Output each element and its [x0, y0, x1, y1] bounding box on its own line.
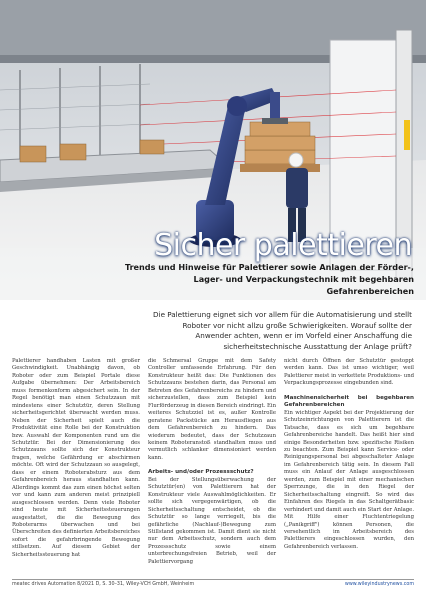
- footer-citation: meatec drives Automation 8/2021 D, S. 30–31, Wiley-VCH GmbH, Weinheim: [12, 582, 195, 587]
- article-lead: Die Palettierung eignet sich vor allem für die Automatisierung und stellt Roboter vor nicht allzu große Schwierigkeiten. Worauf sollte der Anwender achten, wenn er im Vorfeld einer Anschaffung die sicherheitstechnische Ausstattung der Anlage prüft?: [153, 310, 412, 351]
- article-subtitle: Trends und Hinweise für Palettierer sowie Anlagen der Förder-, Lager- und Verpackungstechnik mit begehbaren Gefahrenbereichen: [124, 262, 414, 296]
- text-column-1: [12, 358, 140, 559]
- body-paragraph: nicht durch Öffnen der Schutztür gestoppt werden kann. Das ist umso wichtiger, weil Palettierer meist in verkettete Produktions- und Verpackungsprozesse eingebunden sind.: [284, 358, 414, 387]
- article-title: Sicher palettieren: [154, 228, 412, 263]
- text-column-2: [148, 358, 276, 566]
- footer-website-link[interactable]: www.wileyindustrynews.com: [344, 582, 414, 587]
- body-paragraph: Ein wichtiger Aspekt bei der Projektierung der Schutzeinrichtungen von Palettierern ist die Tatsache, dass es sich um begehbare Gefahrenbereiche handelt. Das heißt hier sind einige Besonderheiten bzw. spezifische Risiken zu beachten. Zum Beispiel kann Service- oder Reinigungspersonal bei abgeschalteter Anlage im Gefahrenbereich tätig sein. In diesem Fall muss ein Anlauf der Anlage ausgeschlossen werden, zum Beispiel mit einer mechanischen Sperrzunge, die in den Riegel der Sicherheitsschaltung eingreift. So wird das Einfahren des Riegels in das Schaltgerätbasic verhindert und damit auch ein Start der Anlage. Mit Hilfe einer Fluchtentriegelung („Panikgriff") können Personen, die versehentlich im Arbeitsbereich des Palettierers eingeschlossen wurden, den Gefahrenbereich verlassen.: [284, 409, 414, 550]
- section-heading: Maschinensicherheit bei begehbaren Gefahrenbereichen: [284, 394, 414, 409]
- body-paragraph: die Schmersal Gruppe mit dem Safety Controller umfassende Erfahrung. Für den Konstrukteur heißt das: Die Funktionen des Schutzzauns bestehen darin, das Personal am Betreten des Gefahrenbereichs zu hindern und sicherzustellen, dass zum Beispiel kein Flurförderzeug in diesen Bereich eindringt. Ein weiteres Schutzziel ist es, außer Kontrolle geratene Packstücke am Herausfliegen aus dem Gefahrenbereich zu hindern. Das wiederum bedeutet, dass der Schutzzaun keinem Roboteranstoß standhalten muss und vermutlich schlanker dimensioniert werden kann.: [148, 358, 276, 461]
- page-footer: [12, 579, 414, 589]
- text-column-3: [284, 358, 414, 551]
- body-paragraph: Palettierer handhaben Lasten mit großer Geschwindigkeit. Unabhängig davon, ob Roboter oder zum Beispiel Portale diese Aufgabe übernehmen: Der Arbeitsbereich muss formenkonform abgesichert sein. In der Regel benötigt man einen Schutzzaun mit mindestens einer Schutztür, deren Stellung sicherheitsgerichtet überwacht werden muss. Neben der Sicherheit spielt auch die Produktivität eine Rolle bei der Konstruktion bzw. Auswahl der Komponenten rund um die Schutztür. Bei der Dimensionierung des Schutzzauns sollte sich der Konstrukteur fragen, welche Gefährdung er abschirmen möchte. Oft wird der Schutzzaun so ausgelegt, dass er einem Roboterabsturz aus dem Gefahrenbereich heraus standhalten kann. Allerdings kommt das zum einen höchst selten vor und kann zum anderen meist prinzipiell ausgeschlossen werden. Denn viele Roboter sind heute mit Sicherheitssteuerungen ausgestattet, die die Bewegung des Roboterarms überwachen und bei Überschreiten des definierten Arbeitsbereiches sofort die gefahrbringende Bewegung stillsetzen. Auf diesem Gebiet der Sicherheitssteuerung hat: [12, 358, 140, 558]
- body-paragraph: Bei der Stellungsüberwachung der Schutztür(en) von Palettierern hat der Konstrukteur viele Auswahlmöglichkeiten. Er sollte sich vergegenwärtigen, ob die Sicherheitsschaltung entscheidet, ob die Schutztür so lange verriegelt, bis die gefährliche (Nachlauf-)Bewegung zum Stillstand gekommen ist. Damit dient sie nicht nur dem Arbeitsschutz, sondern auch dem Prozessschutz sowie einem unterbrechungsfreien Betrieb, weil der Palettiervorgang: [148, 476, 276, 565]
- section-heading: Arbeits- und/oder Prozessschutz?: [148, 469, 254, 476]
